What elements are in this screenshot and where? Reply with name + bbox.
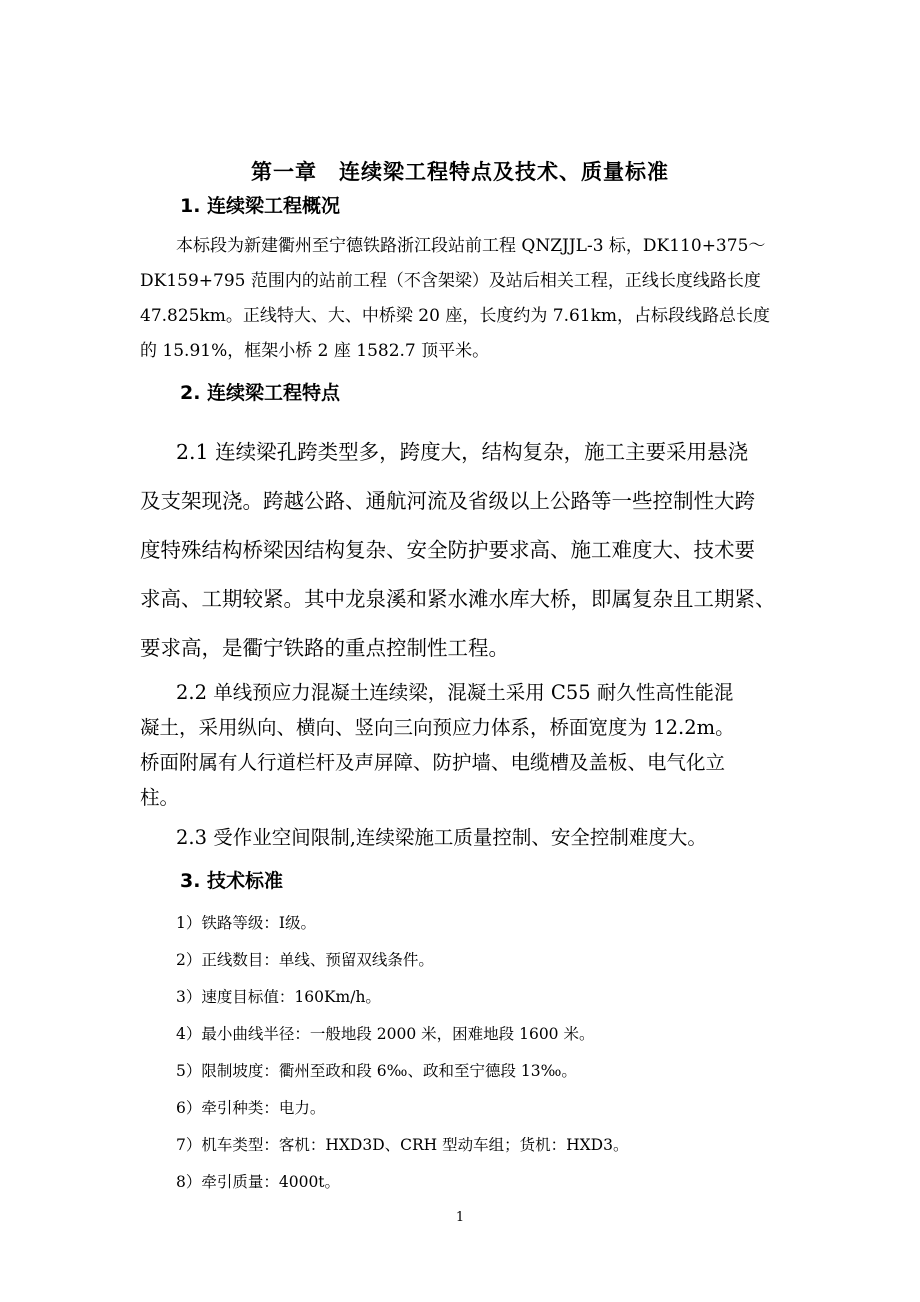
list-item: 5）限制坡度：衢州至政和段 6‰、政和至宁德段 13‰。 (176, 1062, 577, 1080)
section-2-heading: 2. 连续梁工程特点 (180, 382, 341, 404)
paragraph-line: 桥面附属有人行道栏杆及声屏障、防护墙、电缆槽及盖板、电气化立 (140, 751, 726, 774)
technical-standards-list (176, 905, 628, 1201)
list-item: 7）机车类型：客机：HXD3D、CRH 型动车组；货机：HXD3。 (176, 1136, 629, 1154)
list-item: 4）最小曲线半径：一般地段 2000 米，困难地段 1600 米。 (176, 1025, 595, 1043)
paragraph-2-3: 2.3 受作业空间限制,连续梁施工质量控制、安全控制难度大。 (176, 826, 707, 849)
paragraph-2-2 (140, 675, 735, 815)
paragraph-line: 47.825km。正线特大、大、中桥梁 20 座，长度约为 7.61km，占标段线路总长度 (140, 306, 771, 326)
section-1-heading: 1. 连续梁工程概况 (180, 195, 341, 217)
chapter-title: 第一章 连续梁工程特点及技术、质量标准 (251, 160, 669, 184)
paragraph-line: 度特殊结构桥梁因结构复杂、安全防护要求高、施工难度大、技术要 (140, 538, 755, 562)
paragraph-line: 2.2 单线预应力混凝土连续梁，混凝土采用 C55 耐久性高性能混 (176, 681, 734, 704)
paragraph-line: 及支架现浇。跨越公路、通航河流及省级以上公路等一些控制性大跨 (140, 489, 755, 513)
list-item: 8）牵引质量：4000t。 (176, 1173, 341, 1191)
section-1-paragraph (140, 229, 770, 369)
paragraph-line: 的 15.91%，框架小桥 2 座 1582.7 顶平米。 (140, 341, 490, 361)
list-item: 1）铁路等级：Ⅰ级。 (176, 914, 316, 932)
list-item: 6）牵引种类：电力。 (176, 1099, 326, 1117)
paragraph-line: 2.1 连续梁孔跨类型多，跨度大，结构复杂，施工主要采用悬浇 (176, 440, 749, 464)
list-item: 3）速度目标值：160Km/h。 (176, 988, 381, 1006)
paragraph-line: 求高、工期较紧。其中龙泉溪和紧水滩水库大桥，即属复杂且工期紧、 (140, 587, 776, 611)
paragraph-line: 柱。 (140, 786, 180, 809)
paragraph-line: 本标段为新建衢州至宁德铁路浙江段站前工程 QNZJJL-3 标，DK110+375～ (176, 236, 766, 256)
paragraph-line: DK159+795 范围内的站前工程（不含架梁）及站后相关工程，正线长度线路长度 (140, 271, 761, 291)
section-3-heading: 3. 技术标准 (180, 870, 284, 892)
list-item: 2）正线数目：单线、预留双线条件。 (176, 951, 434, 969)
paragraph-2-1 (140, 428, 776, 673)
paragraph-line: 凝土，采用纵向、横向、竖向三向预应力体系，桥面宽度为 12.2m。 (140, 716, 735, 739)
paragraph-line: 要求高，是衢宁铁路的重点控制性工程。 (140, 636, 509, 660)
page-number: 1 (455, 1210, 465, 1225)
